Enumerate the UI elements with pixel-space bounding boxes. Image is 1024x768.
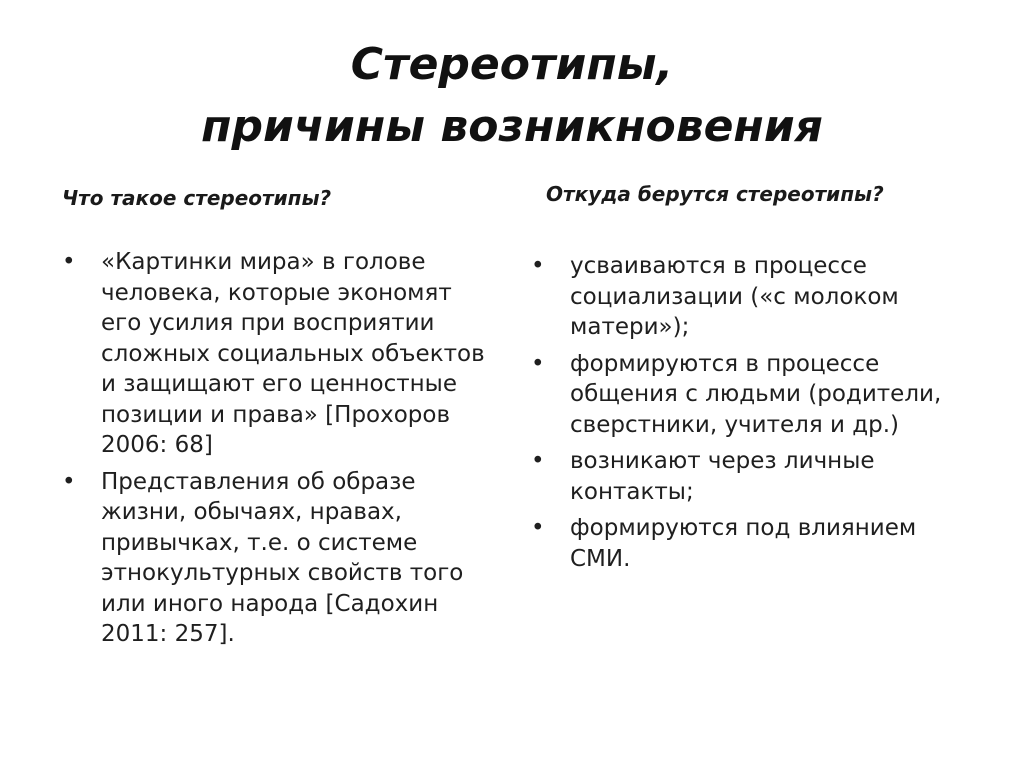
bullet-icon: • (531, 350, 545, 377)
left-bullet-list (62, 247, 492, 656)
slide-title-line-1: Стереотипы, (350, 39, 674, 90)
list-item (531, 513, 971, 574)
right-bullet-list (531, 251, 971, 580)
list-item (531, 349, 971, 441)
list-item-text: Представления об образе жизни, обычаях, нравах, привычках, т.е. о системе этнокультурных свойств того или иного народа [Садохин 2011: 257]. (101, 468, 464, 647)
list-item (531, 446, 971, 507)
list-item-text: возникают через личные контакты; (570, 448, 875, 505)
right-column-heading: Откуда берутся стереотипы? (546, 182, 884, 206)
bullet-icon: • (531, 253, 545, 279)
bullet-icon: • (531, 515, 545, 541)
left-column-heading: Что такое стереотипы? (62, 186, 332, 210)
list-item-text: формируются под влиянием СМИ. (570, 515, 917, 572)
slide-title (0, 34, 1024, 158)
list-item (62, 247, 492, 461)
bullet-icon: • (62, 249, 76, 275)
slide-title-line-2: причины возникновения (201, 101, 823, 152)
bullet-icon: • (531, 448, 545, 474)
bullet-icon: • (62, 468, 76, 495)
list-item-text: формируются в процессе общения с людьми (родители, сверстники, учителя и др.) (570, 350, 942, 438)
list-item-text: усваиваются в процессе социализации («с молоком матери»); (570, 253, 899, 340)
list-item (531, 251, 971, 343)
list-item (62, 467, 492, 650)
list-item-text: «Картинки мира» в голове человека, которые экономят его усилия при восприятии сложных социальных объектов и защищают его ценностные позиции и права» [Прохоров 2006: 68] (101, 249, 485, 458)
